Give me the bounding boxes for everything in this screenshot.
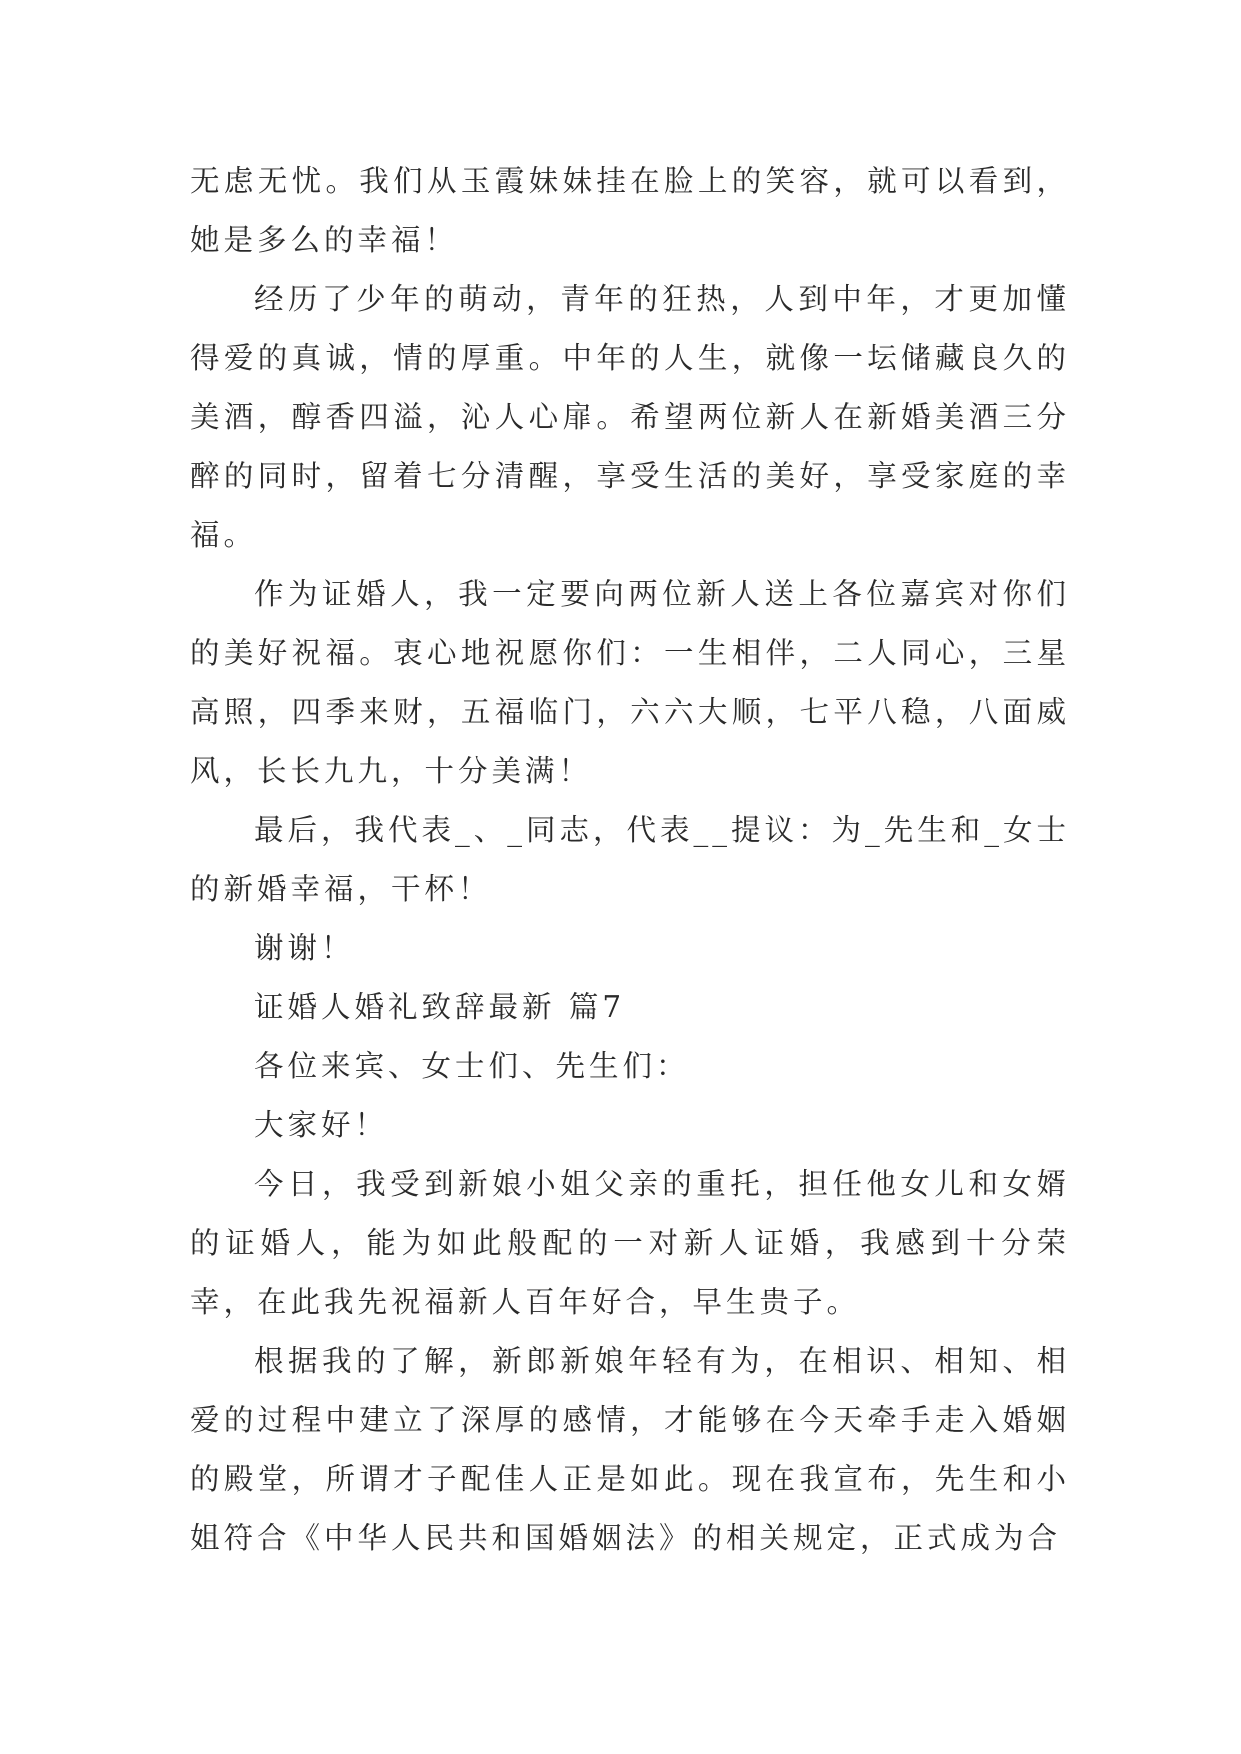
section-heading: 证婚人婚礼致辞最新 篇7	[254, 990, 626, 1024]
paragraph: 最后，我代表_、_同志，代表__提议：为_先生和_女士的新婚幸福，干杯！	[190, 813, 1071, 906]
salutation: 各位来宾、女士们、先生们：	[254, 1049, 690, 1083]
closing-thanks: 谢谢！	[254, 931, 355, 965]
paragraph: 今日，我受到新娘小姐父亲的重托，担任他女儿和女婿的证婚人，能为如此般配的一对新人证婚，我感到十分荣幸，在此我先祝福新人百年好合，早生贵子。	[190, 1167, 1070, 1319]
paragraph: 作为证婚人，我一定要向两位新人送上各位嘉宾对你们的美好祝福。衷心地祝愿你们：一生相伴，二人同心，三星高照，四季来财，五福临门，六六大顺，七平八稳，八面威风，长长九九，十分美满！	[190, 577, 1070, 788]
paragraph: 经历了少年的萌动，青年的狂热，人到中年，才更加懂得爱的真诚，情的厚重。中年的人生，就像一坛储藏良久的美酒，醇香四溢，沁人心扉。希望两位新人在新婚美酒三分醉的同时，留着七分清醒，享受生活的美好，享受家庭的幸福。	[190, 282, 1070, 552]
greeting: 大家好！	[254, 1108, 389, 1142]
paragraph: 无虑无忧。我们从玉霞妹妹挂在脸上的笑容，就可以看到，她是多么的幸福！	[190, 164, 1070, 257]
paragraph: 根据我的了解，新郎新娘年轻有为，在相识、相知、相爱的过程中建立了深厚的感情，才能够在今天牵手走入婚姻的殿堂，所谓才子配佳人正是如此。现在我宣布，先生和小姐符合《中华人民共和国婚姻法》的相关规定，正式成为合	[190, 1344, 1070, 1555]
document-body	[190, 152, 1070, 1568]
